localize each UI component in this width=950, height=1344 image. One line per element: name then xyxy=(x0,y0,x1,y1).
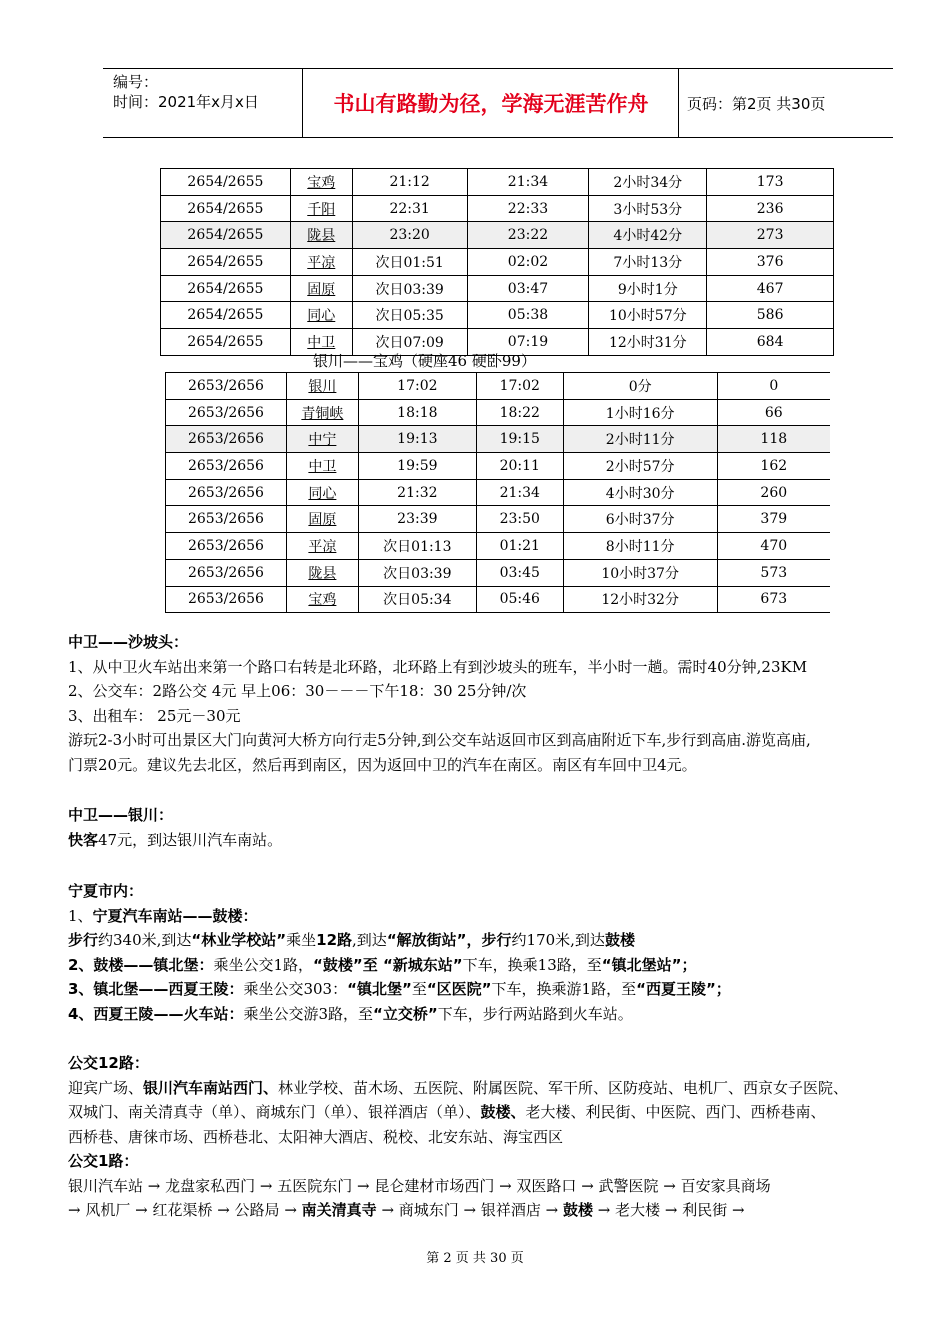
bold-text: “区医院” xyxy=(426,980,492,998)
table-cell: 21:32 xyxy=(358,479,476,506)
table-row xyxy=(166,533,831,560)
table-cell: 8小时11分 xyxy=(563,533,717,560)
bold-text: 快客 xyxy=(68,830,99,849)
bold-text: 3、镇北堡——西夏王陵： xyxy=(68,980,244,998)
section-ningxia-city xyxy=(68,879,938,1026)
table-row xyxy=(166,373,831,400)
table-cell: 2654/2655 xyxy=(161,249,291,276)
table-cell: 17:02 xyxy=(476,373,563,400)
table-row xyxy=(161,275,834,302)
table-cell: 2653/2656 xyxy=(166,399,287,426)
table-cell: 6小时37分 xyxy=(563,506,717,533)
bold-text: “西夏王陵”； xyxy=(636,980,731,998)
bold-text: 12路 xyxy=(316,931,353,949)
section-title: 宁夏市内： xyxy=(68,882,144,900)
table-row xyxy=(161,249,834,276)
table-row xyxy=(161,169,834,196)
table-cell: 平凉 xyxy=(290,249,352,276)
table-cell: 21:12 xyxy=(352,169,467,196)
table-cell: 23:50 xyxy=(476,506,563,533)
table-cell: 586 xyxy=(707,302,834,329)
table-row xyxy=(166,586,831,613)
table-cell: 12小时31分 xyxy=(589,329,707,356)
table-cell: 03:47 xyxy=(467,275,589,302)
table-cell: 0分 xyxy=(563,373,717,400)
bold-text: “镇北堡站”； xyxy=(601,955,697,974)
bold-text: 4、西夏王陵——火车站： xyxy=(68,1004,244,1023)
table-cell: 376 xyxy=(707,249,834,276)
table-cell: 10小时57分 xyxy=(589,302,707,329)
table-row xyxy=(161,195,834,222)
table-cell: 同心 xyxy=(286,479,358,506)
table-cell: 470 xyxy=(717,533,830,560)
table-cell: 次日01:51 xyxy=(352,249,467,276)
stop-list xyxy=(68,1198,938,1223)
table-cell: 1小时16分 xyxy=(563,399,717,426)
table-cell: 07:19 xyxy=(467,329,589,356)
table-cell: 次日03:39 xyxy=(352,275,467,302)
table-cell: 18:22 xyxy=(476,399,563,426)
bold-text: “鼓楼”至 “新城东站” xyxy=(313,955,463,974)
table-cell: 中宁 xyxy=(286,426,358,453)
table-cell: 19:15 xyxy=(476,426,563,453)
bold-text: 银川汽车南站西门、 xyxy=(143,1078,279,1097)
table-row xyxy=(166,426,831,453)
table-cell: 2小时11分 xyxy=(563,426,717,453)
table-row xyxy=(166,506,831,533)
table-cell: 次日05:34 xyxy=(358,586,476,613)
stop-list xyxy=(68,1100,938,1125)
table-cell: 21:34 xyxy=(467,169,589,196)
table-cell: 2653/2656 xyxy=(166,533,287,560)
table-cell: 03:45 xyxy=(476,559,563,586)
table-cell: 4小时42分 xyxy=(589,222,707,249)
table-cell: 2654/2655 xyxy=(161,169,291,196)
table-cell: 162 xyxy=(717,453,830,480)
table-cell: 2654/2655 xyxy=(161,222,291,249)
table-cell: 银川 xyxy=(286,373,358,400)
route-3 xyxy=(68,977,938,1002)
text: → 商城东门 → 银祥酒店 → xyxy=(376,1201,563,1219)
bold-text: 鼓楼、 xyxy=(480,1103,526,1121)
table-cell: 宝鸡 xyxy=(286,586,358,613)
text: 乘坐公交游3路，至 xyxy=(243,1004,373,1023)
table-cell: 467 xyxy=(707,275,834,302)
text: 乘坐 xyxy=(286,931,317,949)
table-cell: 20:11 xyxy=(476,453,563,480)
page-footer: 第 2 页 共 30 页 xyxy=(426,1251,524,1266)
paragraph: 3、出租车： 25元－30元 xyxy=(68,706,241,725)
bold-text: 2、鼓楼——镇北堡： xyxy=(68,955,214,974)
text: → 风机厂 → 红花渠桥 → 公路局 → xyxy=(68,1201,302,1219)
table-cell: 2小时57分 xyxy=(563,453,717,480)
bold-text: 鼓楼 xyxy=(563,1201,594,1219)
table-cell: 2653/2656 xyxy=(166,426,287,453)
table-cell: 273 xyxy=(707,222,834,249)
section-title: 公交1路： xyxy=(68,1152,139,1170)
table-cell: 2653/2656 xyxy=(166,453,287,480)
timetable-2653 xyxy=(165,372,830,613)
table-cell: 19:13 xyxy=(358,426,476,453)
number-label: 编号： xyxy=(113,73,159,91)
table-cell: 02:02 xyxy=(467,249,589,276)
table-cell: 4小时30分 xyxy=(563,479,717,506)
paragraph: 2、公交车：2路公交 4元 早上06：30－－－下午18：30 25分钟/次 xyxy=(68,682,527,700)
text: 至 xyxy=(411,980,427,998)
section-title: 公交12路： xyxy=(68,1054,149,1072)
table-cell: 21:34 xyxy=(476,479,563,506)
text: 老大楼、利民街、中医院、西门、西桥巷南、 xyxy=(525,1103,826,1121)
bold-text: “立交桥” xyxy=(373,1004,438,1023)
text: 约170米,到达 xyxy=(511,931,605,949)
table-cell: 2654/2655 xyxy=(161,329,291,356)
table-cell: 22:31 xyxy=(352,195,467,222)
text: 乘坐公交1路， xyxy=(213,955,313,974)
text: 林业学校、苗木场、五医院、附属医院、军干所、区防疫站、电机厂、西京女子医院、 xyxy=(278,1078,849,1097)
table-cell: 次日05:35 xyxy=(352,302,467,329)
table-row xyxy=(166,453,831,480)
table-cell: 05:38 xyxy=(467,302,589,329)
table-cell: 次日01:13 xyxy=(358,533,476,560)
table-cell: 中卫 xyxy=(286,453,358,480)
stop-list: 银川汽车站 → 龙盘家私西门 → 五医院东门 → 昆仑建材市场西门 → 双医路口 → 武警医院 → 百安家具商场 xyxy=(68,1176,771,1195)
table-cell: 23:22 xyxy=(467,222,589,249)
table-cell: 千阳 xyxy=(290,195,352,222)
text: ,到达 xyxy=(352,931,387,949)
table-cell: 固原 xyxy=(286,506,358,533)
table-cell: 05:46 xyxy=(476,586,563,613)
section-title: 中卫——沙坡头： xyxy=(68,633,189,651)
stop-list: 西桥巷、唐徕市场、西桥巷北、太阳神大酒店、税校、北安东站、海宝西区 xyxy=(68,1127,564,1146)
route-1-detail xyxy=(68,928,938,953)
table-cell: 10小时37分 xyxy=(563,559,717,586)
table-cell: 18:18 xyxy=(358,399,476,426)
table-cell: 573 xyxy=(717,559,830,586)
table-cell: 次日07:09 xyxy=(352,329,467,356)
text: 乘坐公交303： xyxy=(243,980,348,998)
table-cell: 173 xyxy=(707,169,834,196)
table-cell: 66 xyxy=(717,399,830,426)
route-1-title xyxy=(68,904,938,929)
table-cell: 平凉 xyxy=(286,533,358,560)
paragraph: 游玩2-3小时可出景区大门向黄河大桥方向行走5分钟,到公交车站返回市区到高庙附近下车,步行到高庙.游览高庙, xyxy=(68,731,811,749)
table-cell: 陇县 xyxy=(290,222,352,249)
paragraph: 门票20元。建议先去北区，然后再到南区，因为返回中卫的汽车在南区。南区有车回中卫4元。 xyxy=(68,755,697,774)
header-meta xyxy=(103,69,303,137)
header-slogan: 书山有路勤为径，学海无涯苦作舟 xyxy=(304,69,679,137)
route-number: 1、 xyxy=(68,906,93,925)
route-4 xyxy=(68,1002,938,1027)
section-title: 中卫——银川： xyxy=(68,806,174,824)
table-cell: 23:20 xyxy=(352,222,467,249)
text: → 老大楼 → 利民街 → xyxy=(593,1201,745,1219)
table-cell: 19:59 xyxy=(358,453,476,480)
table-cell: 7小时13分 xyxy=(589,249,707,276)
table-cell: 22:33 xyxy=(467,195,589,222)
header-page-label: 页码：第2页 共30页 xyxy=(687,94,826,113)
table2-caption: 银川——宝鸡（硬座46 硬卧99） xyxy=(313,352,536,370)
table-cell: 2654/2655 xyxy=(161,275,291,302)
table-cell: 12小时32分 xyxy=(563,586,717,613)
table-row xyxy=(166,559,831,586)
bold-text: “解放街站”，步行 xyxy=(386,931,512,949)
table-cell: 379 xyxy=(717,506,830,533)
table-cell: 23:39 xyxy=(358,506,476,533)
route-name: 宁夏汽车南站——鼓楼： xyxy=(92,906,258,925)
table-cell: 260 xyxy=(717,479,830,506)
table-cell: 2653/2656 xyxy=(166,559,287,586)
table-cell: 2654/2655 xyxy=(161,195,291,222)
bold-text: “林业学校站” xyxy=(191,931,287,949)
table-cell: 2653/2656 xyxy=(166,506,287,533)
table-cell: 青铜峡 xyxy=(286,399,358,426)
table-row xyxy=(166,399,831,426)
time-label: 时间：2021年x月x日 xyxy=(113,93,259,111)
table-cell: 2653/2656 xyxy=(166,479,287,506)
section-bus-12 xyxy=(68,1051,938,1223)
table-cell: 684 xyxy=(707,329,834,356)
text: 约340米,到达 xyxy=(98,931,192,949)
table-cell: 2653/2656 xyxy=(166,586,287,613)
page-header xyxy=(103,68,893,138)
bold-text: 南关清真寺 xyxy=(301,1201,377,1219)
text: 双城门、南关清真寺（单）、商城东门（单）、银祥酒店（单）、 xyxy=(68,1103,481,1121)
bold-text: 步行 xyxy=(68,931,99,949)
table-cell: 宝鸡 xyxy=(290,169,352,196)
paragraph: 1、从中卫火车站出来第一个路口右转是北环路，北环路上有到沙坡头的班车，半小时一趟。需时40分钟,23KM xyxy=(68,657,808,676)
table-row xyxy=(161,302,834,329)
section-zhongwei-shapotou xyxy=(68,630,938,777)
text: 迎宾广场、 xyxy=(68,1078,144,1097)
table-cell: 673 xyxy=(717,586,830,613)
bold-text: 鼓楼 xyxy=(604,931,635,949)
table-row xyxy=(161,222,834,249)
table-cell: 固原 xyxy=(290,275,352,302)
table-cell: 同心 xyxy=(290,302,352,329)
table-cell: 中卫 xyxy=(290,329,352,356)
table-cell: 118 xyxy=(717,426,830,453)
table-cell: 0 xyxy=(717,373,830,400)
text: 47元，到达银川汽车南站。 xyxy=(98,830,283,849)
stop-list xyxy=(68,1076,938,1101)
text: 下车，步行两站路到火车站。 xyxy=(437,1004,633,1023)
table-cell: 2小时34分 xyxy=(589,169,707,196)
table-cell: 9小时1分 xyxy=(589,275,707,302)
table-row xyxy=(166,479,831,506)
table-cell: 236 xyxy=(707,195,834,222)
timetable-2654 xyxy=(160,168,834,356)
text: 下车，换乘13路，至 xyxy=(462,955,602,974)
table-cell: 2653/2656 xyxy=(166,373,287,400)
table-cell: 17:02 xyxy=(358,373,476,400)
bold-text: “镇北堡” xyxy=(347,980,412,998)
table-cell: 01:21 xyxy=(476,533,563,560)
paragraph xyxy=(68,828,938,853)
text: 下车，换乘游1路，至 xyxy=(491,980,637,998)
table-cell: 3小时53分 xyxy=(589,195,707,222)
route-2 xyxy=(68,953,938,978)
table-cell: 次日03:39 xyxy=(358,559,476,586)
section-zhongwei-yinchuan xyxy=(68,803,938,852)
table-cell: 2654/2655 xyxy=(161,302,291,329)
table-cell: 陇县 xyxy=(286,559,358,586)
